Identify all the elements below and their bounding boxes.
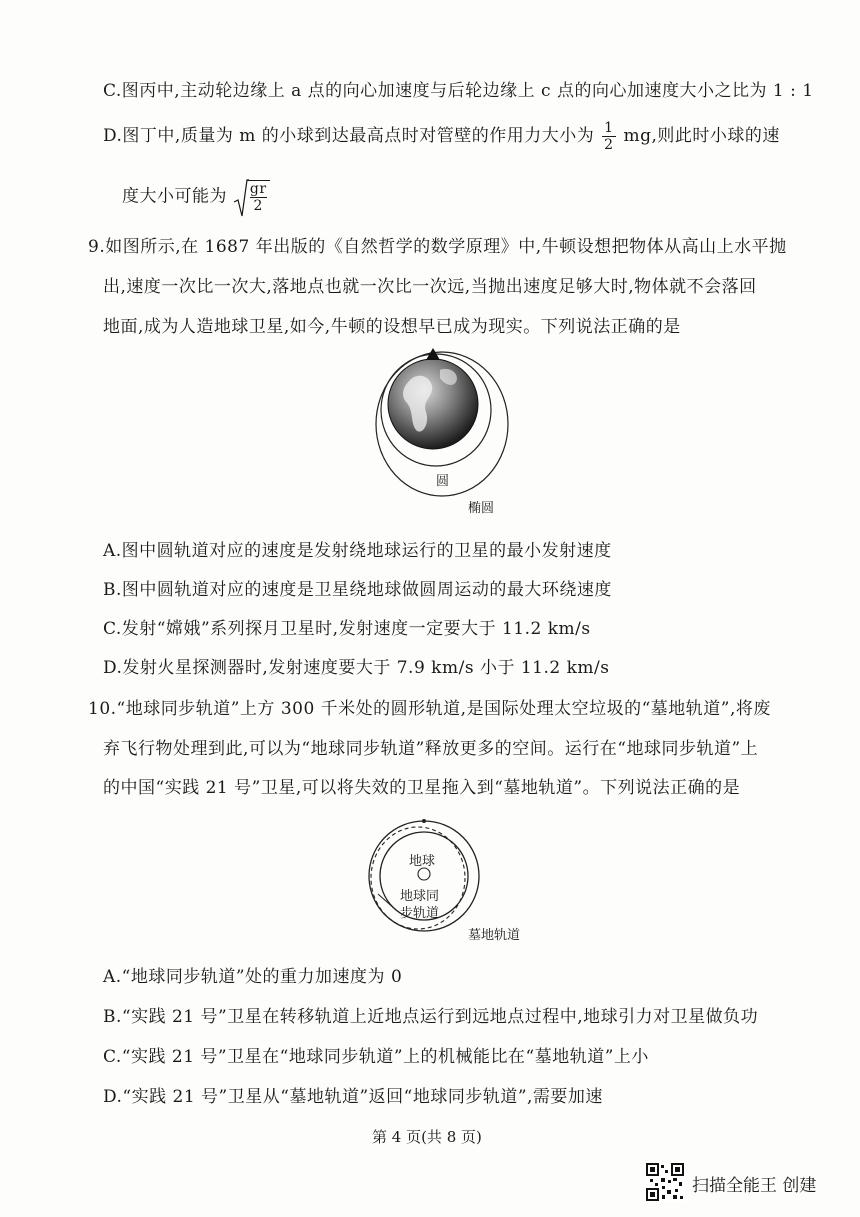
- q10-stem-line2: 弃飞行物处理到此,可以为“地球同步轨道”释放更多的空间。运行在“地球同步轨道”上: [103, 739, 759, 759]
- q10-option-c: C.“实践 21 号”卫星在“地球同步轨道”上的机械能比在“墓地轨道”上小: [103, 1047, 649, 1067]
- label-pointer-line: [378, 894, 396, 910]
- q9-option-d: D.发射火星探测器时,发射速度要大于 7.9 km/s 小于 11.2 km/s: [103, 658, 610, 678]
- page-number: 第 4 页(共 8 页): [372, 1128, 482, 1146]
- sqrt-numerator: gr: [249, 181, 267, 197]
- q9-label-circle: 圆: [436, 474, 450, 489]
- q9-option-a: A.图中圆轨道对应的速度是发射绕地球运行的卫星的最小发射速度: [103, 541, 612, 561]
- q8-option-d-text-post: mg,则此时小球的速: [623, 126, 780, 146]
- q8-option-d-continuation: [122, 180, 270, 214]
- sqrt-symbol-icon: [233, 178, 249, 218]
- q10-label-geo-2: 步轨道: [400, 906, 440, 921]
- earth-icon: [418, 868, 430, 880]
- sqrt-denominator: 2: [253, 198, 263, 214]
- q8-option-c: C.图丙中,主动轮边缘上 a 点的向心加速度与后轮边缘上 c 点的向心加速度大小之比为 1 : 1: [103, 81, 814, 101]
- fraction-numerator: 1: [604, 120, 614, 136]
- q9-stem-line2: 出,速度一次比一次大,落地点也就一次比一次远,当抛出速度足够大时,物体就不会落回: [103, 277, 757, 297]
- q10-option-b: B.“实践 21 号”卫星在转移轨道上近地点运行到远地点过程中,地球引力对卫星做负功: [103, 1007, 759, 1027]
- q8-option-d-text-pre: D.图丁中,质量为 m 的小球到达最高点时对管壁的作用力大小为: [103, 126, 595, 146]
- q9-stem-line3: 地面,成为人造地球卫星,如今,牛顿的设想早已成为现实。下列说法正确的是: [103, 317, 681, 337]
- q10-stem-line1: 10.“地球同步轨道”上方 300 千米处的圆形轨道,是国际处理太空垃圾的“墓地轨道”,将废: [88, 699, 771, 719]
- q10-option-a: A.“地球同步轨道”处的重力加速度为 0: [103, 967, 403, 987]
- q9-option-c: C.发射“嫦娥”系列探月卫星时,发射速度一定要大于 11.2 km/s: [103, 619, 591, 639]
- q9-stem-line1: 9.如图所示,在 1687 年出版的《自然哲学的数学原理》中,牛顿设想把物体从高山上水平抛: [88, 237, 787, 257]
- satellite-dot-icon: [422, 819, 426, 823]
- q9-option-b: B.图中圆轨道对应的速度是卫星绕地球做圆周运动的最大环绕速度: [103, 580, 612, 600]
- q10-label-grave: 墓地轨道: [468, 928, 521, 943]
- qr-code-icon: [645, 1162, 685, 1202]
- earth-globe-icon: [388, 359, 478, 449]
- fraction-denominator: 2: [604, 137, 614, 153]
- q10-label-earth: 地球: [409, 854, 436, 869]
- q8-option-d-cont-text: 度大小可能为: [122, 186, 227, 207]
- q8-option-d: [103, 120, 780, 153]
- watermark-text: 扫描全能王 创建: [692, 1176, 817, 1196]
- sqrt-expression: [233, 180, 270, 214]
- q10-label-geo-1: 地球同: [400, 889, 440, 904]
- q10-stem-line3: 的中国“实践 21 号”卫星,可以将失效的卫星拖入到“墓地轨道”。下列说法正确的是: [103, 778, 741, 798]
- q9-label-ellipse: 椭圆: [468, 501, 495, 516]
- fraction-half: [602, 120, 615, 153]
- q10-option-d: D.“实践 21 号”卫星从“墓地轨道”返回“地球同步轨道”,需要加速: [103, 1087, 603, 1107]
